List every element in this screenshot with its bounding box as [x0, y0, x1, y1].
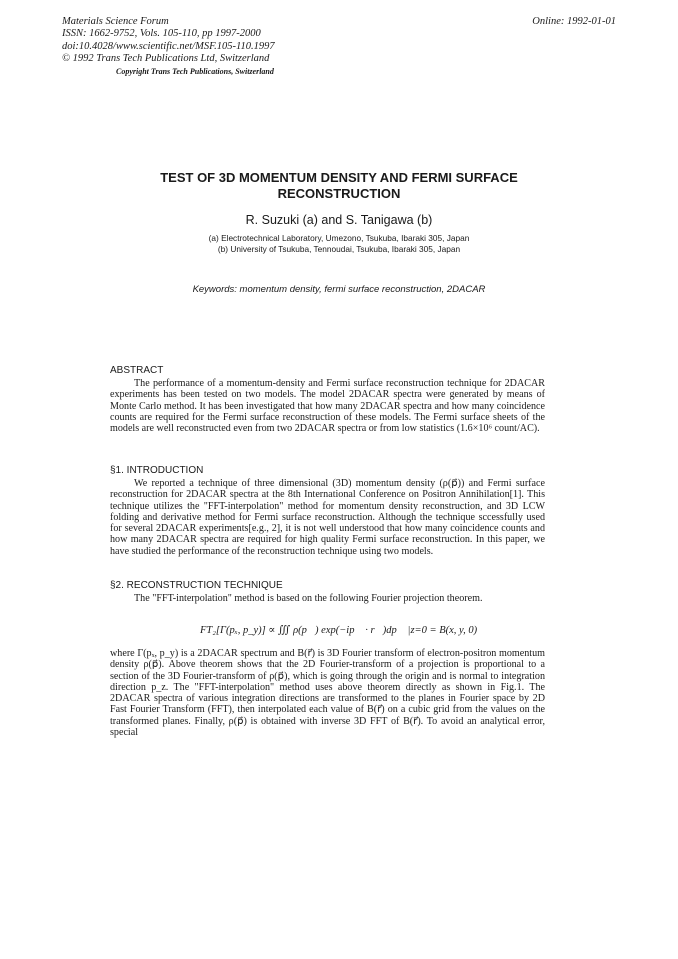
copyright-line: © 1992 Trans Tech Publications Ltd, Switzerland — [62, 53, 270, 65]
doi-line: doi:10.4028/www.scientific.net/MSF.105-110.1997 — [62, 40, 275, 52]
section2-heading: §2. RECONSTRUCTION TECHNIQUE — [110, 580, 283, 591]
paper-title: TEST OF 3D MOMENTUM DENSITY AND FERMI SURFACE RECONSTRUCTION — [160, 170, 518, 201]
section1-heading: §1. INTRODUCTION — [110, 465, 204, 476]
publication-header — [62, 16, 275, 78]
authors: R. Suzuki (a) and S. Tanigawa (b) — [245, 213, 433, 227]
issn-line: ISSN: 1662-9752, Vols. 105-110, pp 1997-2000 — [62, 28, 261, 40]
copyright-small: Copyright Trans Tech Publications, Switzerland — [116, 66, 274, 76]
abstract-heading: ABSTRACT — [110, 365, 164, 376]
section2-text: where Γ(pₓ, p_y) is a 2DACAR spectrum and B(r⃗) is 3D Fourier transform of electron-positron momentum density ρ(p⃗). Above theorem shows that the 2D Fourier-transform of a projection is proportional to a section of the 3D Fourier-transform of ρ(p⃗), which is going through the origin and is normal to integration direction p_z. The "FFT-interpolation" method uses above theorem directly as shown in Fig.1. The 2DACAR spectra of various integration directions are transformed to the planes in Fourier space by 2D Fast Fourier Transform (FFT), then interpolated each value of B(r⃗) on a cubic grid from the values on the transformed planes. Finally, ρ(p⃗) is obtained with inverse 3D FFT of B(r⃗). To avoid an analytical error, special — [110, 648, 545, 739]
journal-name: Materials Science Forum — [62, 16, 169, 27]
affiliation-b: (b) University of Tsukuba, Tennoudai, Tsukuba, Ibaraki 305, Japan — [217, 244, 461, 254]
online-date: Online: 1992-01-01 — [532, 16, 616, 27]
abstract-text: The performance of a momentum-density and Fermi surface reconstruction technique for 2DACAR experiments has been tested on two models. The model 2DACAR spectra were generated by means of Monte Carlo method. It has been investigated that how many 2DACAR spectra and how many coincidence counts are required for the Fermi surface reconstruction of these models. The Fermi surface sheets of the models are well reconstructed even from two 2DACAR spectra or from low statistics (1.6×10⁶ count/AC). — [110, 378, 545, 435]
affiliation-a: (a) Electrotechnical Laboratory, Umezono, Tsukuba, Ibaraki 305, Japan — [208, 233, 470, 243]
fourier-equation: FT₂[Γ(pₓ, p_y)] ∝ ∭ ρ(p⃗) exp(−ip⃗ · r⃗)dp⃗ |z=0 = B(x, y, 0) — [200, 625, 478, 636]
keywords: Keywords: momentum density, fermi surface reconstruction, 2DACAR — [192, 284, 486, 295]
section1-text: We reported a technique of three dimensional (3D) momentum density (ρ(p⃗)) and Fermi surface reconstruction for 2DACAR spectra at the 8th International Conference on Positron Annihilation[1]. This technique utilizes the "FFT-interpolation" method for momentum density reconstruction, and 3D LCW folding and derivative method for Fermi surface reconstruction. Although the technique sccessfully used for several 2DACAR experiments[e.g., 2], it is not well understood that how many coincidence counts and how many 2DACAR spectra are required for high quality Fermi surface reconstruction. In this paper, we have studied the performance of the reconstruction technique using two models. — [110, 478, 545, 557]
affiliations — [110, 233, 568, 255]
section2-intro: The "FFT-interpolation" method is based on the following Fourier projection theorem. — [134, 593, 483, 604]
